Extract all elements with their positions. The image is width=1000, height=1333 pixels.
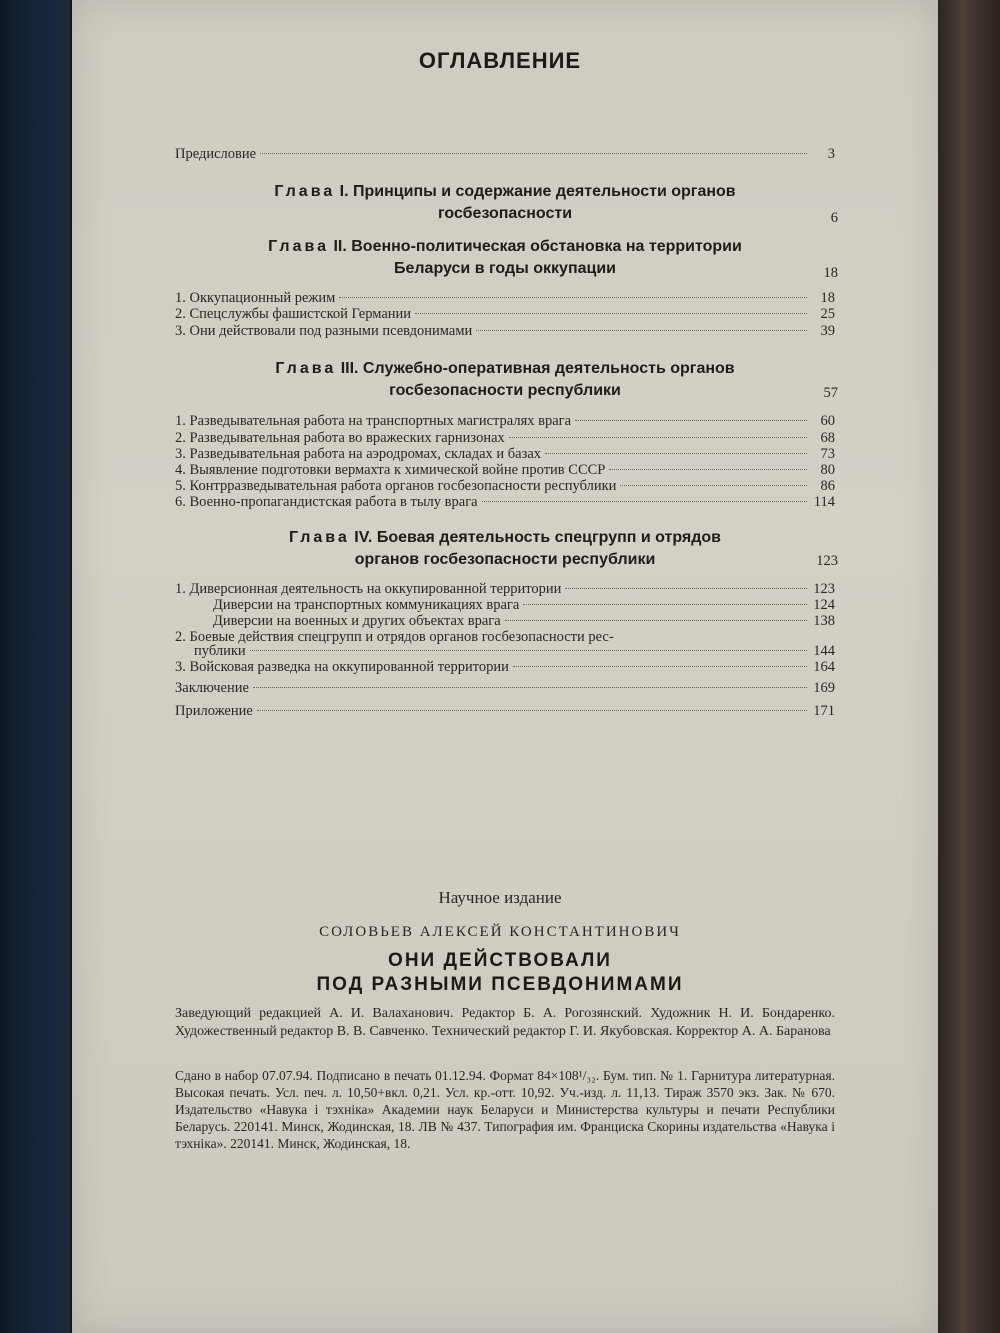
toc-page: 25 — [820, 306, 835, 322]
toc-label: 3. Войсковая разведка на оккупированной территории — [175, 659, 509, 675]
chapter-title-line2: госбезопасности — [437, 205, 573, 222]
toc-page: 60 — [820, 413, 835, 429]
leader-dots — [339, 297, 807, 298]
leader-dots — [476, 330, 807, 331]
toc-label: 3. Разведывательная работа на аэродромах, складах и базах — [175, 446, 542, 462]
leader-dots — [250, 650, 807, 651]
toc-item — [175, 413, 835, 430]
chapter-2-heading — [175, 236, 835, 280]
chapter-title-line1: III. Служебно-оперативная деятельность органов — [340, 360, 735, 377]
toc-label: Приложение — [175, 703, 253, 719]
toc-page: 18 — [820, 290, 835, 306]
chapter-2-page: 18 — [823, 265, 838, 281]
chapter-title-line2: Беларуси в годы оккупации — [393, 260, 617, 277]
toc-label: публики — [194, 643, 246, 659]
toc-page: 39 — [820, 323, 835, 339]
toc-label: Заключение — [175, 680, 249, 696]
toc-page: 124 — [813, 597, 835, 613]
chapter-word: Глава — [268, 238, 329, 255]
toc-page: 171 — [813, 703, 835, 719]
chapter-title-line1: II. Военно-политическая обстановка на территории — [333, 238, 742, 255]
publication-details: Сдано в набор 07.07.94. Подписано в печать 01.12.94. Формат 84×108¹/₃₂. Бум. тип. № 1. Гарнитура литературная. Высокая печать. Усл. печ. л. 10,50+вкл. 0,21. Усл. кр.-отт. 10,92. Уч.-изд. л. 11,13. Тираж 3570 экз. Зак. № 670. Издательство «Навука і тэхніка» Академии наук Беларуси и Министерства культуры и печати Республики Беларусь. 220141. Минск, Жодинская, 18. ЛВ № 437. Типография им. Франциска Скорины издательства «Навука і тэхніка». 220141. Минск, Жодинская, 18. — [175, 1068, 835, 1151]
toc-item-continued — [194, 643, 835, 660]
toc-item — [175, 306, 835, 323]
toc-item — [175, 659, 835, 676]
toc-subitem — [213, 613, 835, 630]
toc-appendix — [175, 703, 835, 720]
editorial-staff: Заведующий редакцией А. И. Валаханович. Редактор Б. А. Рогозянский. Художник Н. И. Бондаренко. Художественный редактор В. В. Савченко. Технический редактор Г. И. Якубовская. Корректор А. А. Баранова — [175, 1006, 835, 1039]
toc-conclusion — [175, 680, 835, 697]
book-title-line1: ОНИ ДЕЙСТВОВАЛИ — [388, 950, 612, 971]
toc-item — [175, 290, 835, 307]
leader-dots — [523, 604, 807, 605]
toc-preface — [175, 146, 835, 163]
toc-page: 68 — [820, 430, 835, 446]
leader-dots — [513, 666, 807, 667]
toc-label: 6. Военно-пропагандистская работа в тылу врага — [175, 494, 478, 510]
chapter-3-page: 57 — [823, 385, 838, 401]
chapter-word: Глава — [275, 360, 337, 377]
book-edge — [938, 0, 1000, 1333]
toc-item — [175, 478, 835, 495]
toc-subitem — [213, 597, 835, 614]
leader-dots — [505, 620, 807, 621]
toc-item — [175, 430, 835, 447]
leader-dots — [482, 501, 807, 502]
toc-label: 2. Спецслужбы фашистской Германии — [175, 306, 412, 322]
edition-type: Научное издание — [438, 888, 562, 907]
leader-dots — [257, 710, 807, 711]
leader-dots — [260, 153, 807, 154]
chapter-word: Глава — [288, 529, 350, 546]
chapter-3-heading — [175, 358, 835, 402]
toc-page: 144 — [813, 643, 835, 659]
toc-page: 86 — [820, 478, 835, 494]
toc-label: 3. Они действовали под разными псевдонимами — [175, 323, 473, 339]
toc-item — [175, 494, 835, 511]
chapter-4-page: 123 — [816, 553, 838, 569]
toc-label: 1. Диверсионная деятельность на оккупированной территории — [175, 581, 562, 597]
leader-dots — [620, 485, 807, 486]
toc-item — [175, 462, 835, 479]
leader-dots — [545, 453, 807, 454]
toc-page: 138 — [813, 613, 835, 629]
toc-item — [175, 446, 835, 463]
toc-label: Диверсии на военных и других объектах врага — [213, 613, 501, 629]
author-name: СОЛОВЬЕВ АЛЕКСЕЙ КОНСТАНТИНОВИЧ — [319, 924, 681, 940]
chapter-title-line1: I. Принципы и содержание деятельности органов — [339, 183, 736, 200]
leader-dots — [565, 588, 807, 589]
page-title: ОГЛАВЛЕНИЕ — [418, 48, 582, 73]
toc-page: 73 — [820, 446, 835, 462]
toc-label: 4. Выявление подготовки вермахта к химической войне против СССР — [175, 462, 606, 478]
chapter-title-line2: госбезопасности республики — [389, 382, 621, 399]
chapter-word: Глава — [274, 183, 336, 200]
leader-dots — [609, 469, 807, 470]
toc-label: Предисловие — [175, 146, 257, 162]
toc-label: 1. Оккупационный режим — [175, 290, 336, 306]
toc-label: Диверсии на транспортных коммуникациях врага — [213, 597, 520, 613]
toc-label: 2. Разведывательная работа во вражеских гарнизонах — [175, 430, 505, 446]
toc-label: 5. Контрразведывательная работа органов госбезопасности республики — [175, 478, 617, 494]
toc-page: 123 — [813, 581, 835, 597]
book-title-line2: ПОД РАЗНЫМИ ПСЕВДОНИМАМИ — [316, 974, 684, 995]
chapter-1-page: 6 — [830, 210, 838, 226]
toc-page: 169 — [813, 680, 835, 696]
background-fabric — [0, 0, 70, 1333]
chapter-title-line2: органов госбезопасности республики — [354, 551, 656, 568]
toc-item — [175, 323, 835, 340]
toc-page: 164 — [813, 659, 835, 675]
toc-page: 114 — [813, 494, 835, 510]
toc-page: 3 — [827, 146, 835, 162]
toc-label: 1. Разведывательная работа на транспортных магистралях врага — [175, 413, 572, 429]
toc-label: 2. Боевые действия спецгрупп и отрядов органов госбезопасности рес- — [175, 629, 614, 645]
leader-dots — [575, 420, 807, 421]
toc-item — [175, 581, 835, 598]
toc-page: 80 — [820, 462, 835, 478]
leader-dots — [253, 687, 807, 688]
chapter-1-heading — [175, 181, 835, 225]
chapter-4-heading — [175, 527, 835, 571]
leader-dots — [509, 437, 807, 438]
chapter-title-line1: IV. Боевая деятельность спецгрупп и отрядов — [354, 529, 722, 546]
leader-dots — [415, 313, 807, 314]
